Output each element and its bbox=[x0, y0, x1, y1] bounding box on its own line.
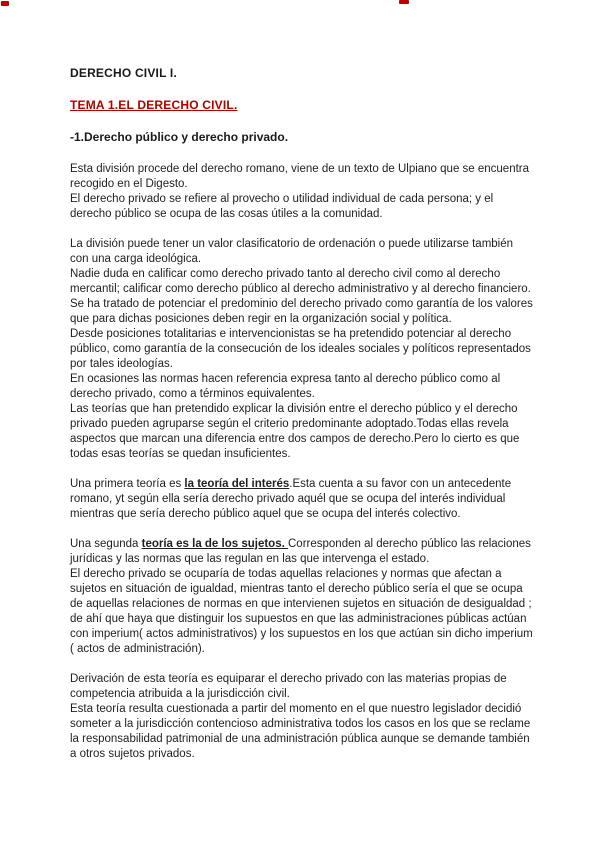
text-run: Se ha tratado de potenciar el predominio del derecho privado como garantía de los valores que para dichas posiciones deben regir en la organización social y política. bbox=[70, 298, 533, 325]
paragraph bbox=[70, 537, 533, 657]
paragraph bbox=[70, 162, 533, 222]
text-line bbox=[70, 402, 533, 462]
edge-mark bbox=[399, 0, 409, 4]
text-run: Nadie duda en calificar como derecho privado tanto al derecho civil como al derecho mercantil; calificar como derecho público al derecho administrativo y al derecho financiero. bbox=[70, 268, 531, 295]
text-line bbox=[70, 702, 533, 762]
text-line bbox=[70, 297, 533, 327]
text-line bbox=[70, 327, 533, 372]
text-run: Esta teoría resulta cuestionada a partir del momento en el que nuestro legislador decidió someter a la jurisdicción contencioso administrativa todos los casos en los que se reclame la responsabilidad patrimonial de una administración pública aunque se demande también a otros sujetos privados. bbox=[70, 703, 531, 760]
text-line bbox=[70, 537, 533, 567]
text-line bbox=[70, 267, 533, 297]
edge-mark bbox=[1, 1, 9, 6]
paragraph bbox=[70, 477, 533, 522]
text-run: Una segunda bbox=[70, 538, 142, 550]
text-run: teoría es la de los sujetos. bbox=[141, 538, 288, 550]
text-run: Una primera teoría es bbox=[70, 478, 185, 490]
text-line bbox=[70, 567, 533, 657]
text-run: Las teorías que han pretendido explicar la división entre el derecho público y el derecho privado pueden agruparse según el criterio predominante adoptado.Todas ellas revela aspectos que marcan una diferencia entre dos campos de derecho.Pero lo cierto es que todas esas teorías se quedan insuficientes. bbox=[70, 403, 520, 460]
document-content bbox=[70, 66, 533, 762]
text-run: Desde posiciones totalitarias e intervencionistas se ha pretendido potenciar al derecho público, como garantía de la consecución de los ideales sociales y políticos representados por tales ideologías. bbox=[70, 328, 531, 370]
text-run: la teoría del interés bbox=[184, 478, 290, 490]
text-line bbox=[70, 477, 533, 522]
paragraph bbox=[70, 237, 533, 462]
text-run: Esta división procede del derecho romano, viene de un texto de Ulpiano que se encuentra recogido en el Digesto. bbox=[70, 163, 530, 190]
text-run: Corresponden al derecho público las relaciones jurídicas y las normas que las regulan en las que intervenga el estado. bbox=[70, 538, 531, 565]
doc-title: DERECHO CIVIL I. bbox=[70, 66, 177, 80]
text-run: El derecho privado se refiere al provecho o utilidad individual de cada persona; y el derecho público se ocupa de las cosas útiles a la comunidad. bbox=[70, 193, 494, 220]
text-run: Derivación de esta teoría es equiparar el derecho privado con las materias propias de competencia atribuida a la jurisdicción civil. bbox=[70, 673, 507, 700]
section-heading: -1.Derecho público y derecho privado. bbox=[70, 130, 289, 144]
text-line bbox=[70, 237, 533, 267]
text-run: .Esta cuenta a su favor con un antecedente romano, yt según ella sería derecho privado aquél que se ocupa del interés individual mientras que sería derecho público aquel que se ocupa del interés colectivo. bbox=[70, 478, 512, 520]
text-run: En ocasiones las normas hacen referencia expresa tanto al derecho público como al derecho privado, como a términos equivalentes. bbox=[70, 373, 501, 400]
document-body bbox=[70, 162, 533, 762]
paragraph bbox=[70, 672, 533, 762]
text-line bbox=[70, 162, 533, 192]
text-run: La división puede tener un valor clasificatorio de ordenación o puede utilizarse también con una carga ideológica. bbox=[70, 238, 514, 265]
text-line bbox=[70, 372, 533, 402]
text-line bbox=[70, 192, 533, 222]
text-run: El derecho privado se ocuparía de todas aquellas relaciones y normas que afectan a sujetos en situación de igualdad, mientras tanto el derecho público sería el que se ocupa de aquellas relaciones de normas en que intervienen sujetos en situación de desigualdad ; de ahí que haya que distinguir los supuestos en que las administraciones públicas actúan con imperium( actos administrativos) y los supuestos en los que actúan sin dicho imperium ( actos de administración). bbox=[70, 568, 533, 655]
text-line bbox=[70, 672, 533, 702]
tema-heading: TEMA 1.EL DERECHO CIVIL. bbox=[70, 98, 238, 112]
